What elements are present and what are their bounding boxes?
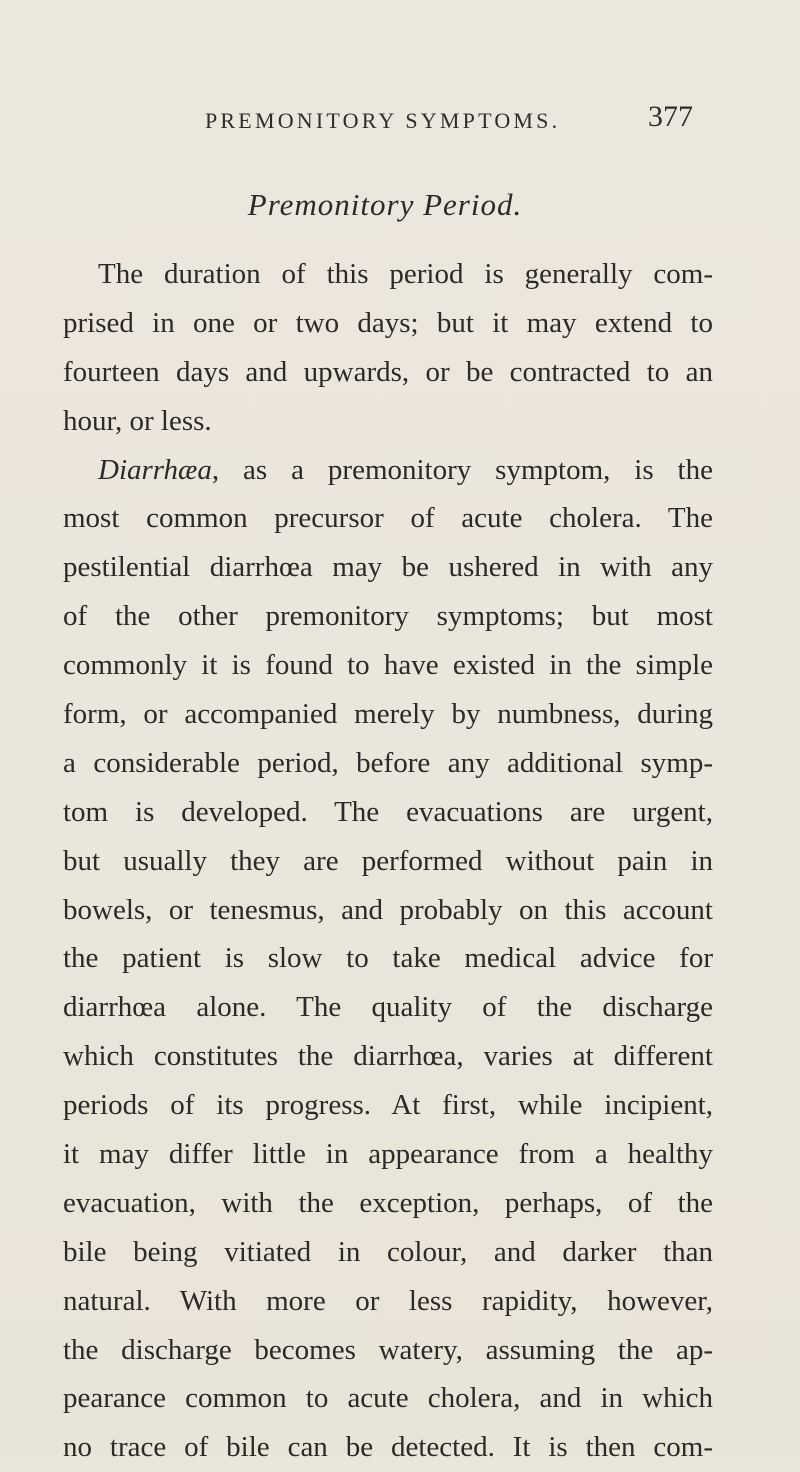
text-line: hour, or less. [63, 404, 212, 437]
text-line: the discharge becomes watery, assuming the ap- [63, 1333, 713, 1366]
text-line: form, or accompanied merely by numbness, during [63, 698, 713, 731]
text-line: bowels, or tenesmus, and probably on this account [63, 893, 713, 926]
text-line: natural. With more or less rapidity, however, [63, 1284, 713, 1317]
text-line: most common precursor of acute cholera. The [63, 502, 713, 535]
text-line: but usually they are performed without pain in [63, 844, 713, 877]
page-number: 377 [648, 100, 693, 133]
text-line: of the other premonitory symptoms; but most [63, 600, 713, 633]
text-line: commonly it is found to have existed in the simple [63, 649, 713, 682]
text-line: prised in one or two days; but it may extend to [63, 306, 713, 339]
text-line-italic-lead [63, 446, 713, 495]
text-line: bile being vitiated in colour, and darker than [63, 1235, 713, 1268]
text-line: which constitutes the diarrhœa, varies at different [63, 1040, 713, 1073]
text-line: it may differ little in appearance from a healthy [63, 1138, 713, 1171]
text-line: fourteen days and upwards, or be contracted to an [63, 355, 713, 388]
text-line: pearance common to acute cholera, and in which [63, 1382, 713, 1415]
italic-term: Diarrhæa [98, 453, 212, 486]
text-line: evacuation, with the exception, perhaps, of the [63, 1186, 713, 1219]
body-text [63, 250, 713, 1472]
text-line: tom is developed. The evacuations are urgent, [63, 795, 713, 828]
text-line: no trace of bile can be detected. It is then com- [63, 1431, 713, 1464]
text-line: the patient is slow to take medical advice for [63, 942, 713, 975]
text-line-rest: , as a premonitory symptom, is the [211, 453, 713, 486]
text-line: a considerable period, before any additional symp- [63, 746, 713, 779]
text-line: periods of its progress. At first, while incipient, [63, 1089, 713, 1122]
section-title-text: Premonitory Period. [247, 187, 523, 222]
running-title: PREMONITORY SYMPTOMS. [205, 108, 561, 133]
section-title [0, 187, 800, 223]
text-line: pestilential diarrhœa may be ushered in with any [63, 551, 713, 584]
running-head [0, 100, 800, 140]
text-line: diarrhœa alone. The quality of the discharge [63, 991, 713, 1024]
text-line: The duration of this period is generally com- [98, 258, 713, 290]
